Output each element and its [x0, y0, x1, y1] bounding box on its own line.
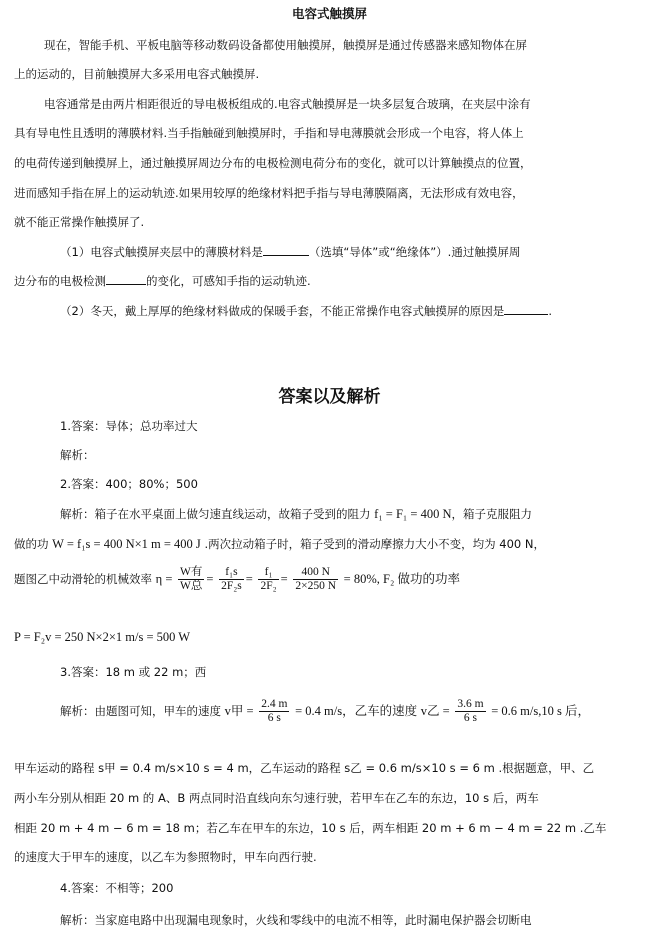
formula: v甲 =: [224, 704, 254, 718]
answer-2-explanation: [14, 536, 645, 552]
question-text: （1）电容式触摸屏夹层中的薄膜材料是: [60, 245, 263, 259]
explanation-text: 解析：箱子在水平桌面上做匀速直线运动，故箱子受到的阻力: [60, 507, 371, 521]
question-1-line: [60, 244, 645, 260]
explanation-text: ，箱子克服阻力: [451, 507, 532, 521]
answer-1-explanation: 解析：: [60, 448, 95, 462]
question-1-line: [14, 273, 645, 289]
fraction: $\frac{2.4 m}{6 s}$: [261, 698, 288, 724]
explanation-text: = 0.6 m/s,10 s 后，: [491, 704, 590, 718]
formula: v乙 =: [420, 704, 450, 718]
question-text: 的变化，可感知手指的运动轨迹.: [146, 274, 311, 288]
question-text: （2）冬天，戴上厚厚的绝缘材料做成的保暖手套，不能正常操作电容式触摸屏的原因是: [60, 304, 505, 318]
efficiency-equation: 题图乙中动滑轮的机械效率 η = $\frac{\text{W有}}{\text{W总}}$ = $\frac{\text{f₁s}}{\text{2F₂s}}$ = $\frac{\text{f₁}}{\text{2F₂}}$ = $\frac{400 N}{2\times 250 N}$ = 80%, F₂ 做功的功率: [14, 566, 460, 592]
fraction: $\frac{\text{f₁}}{\text{2F₂}}$: [260, 566, 277, 592]
explanation-text: .两次拉动箱子时，箱子受到的滑动摩擦力大小不变，均为 400 N，: [204, 537, 545, 551]
question-text: （选填“导体”或“绝缘体”）.通过触摸屏周: [308, 245, 521, 259]
answer-2: 2.答案：400；80%；500: [60, 477, 198, 491]
answer-3-explanation: 两小车分别从相距 20 m 的 A、B 两点同时沿直线向东匀速行驶，若甲车在乙车的东边，10 s 后，两车: [14, 791, 539, 805]
fraction: $\frac{400 N}{2\times 250 N}$: [295, 566, 337, 592]
paragraph-line: 电容通常是由两片相距很近的导电极板组成的.电容式触摸屏是一块多层复合玻璃，在夹层中涂有: [44, 97, 531, 111]
answers-heading: 答案以及解析: [278, 387, 381, 407]
paragraph-line: 上的运动的，目前触摸屏大多采用电容式触摸屏.: [14, 67, 260, 81]
answer-3-explanation: 的速度大于甲车的速度，以乙车为参照物时，甲车向西行驶.: [14, 850, 317, 864]
paragraph-line: 现在，智能手机、平板电脑等移动数码设备都使用触摸屏，触摸屏是通过传感器来感知物体在屏: [44, 38, 527, 52]
explanation-text: 题图乙中动滑轮的机械效率: [14, 572, 152, 586]
formula: W = f₁s = 400 N×1 m = 400 J: [52, 537, 201, 551]
fraction: $\frac{\text{W有}}{\text{W总}}$: [180, 566, 203, 592]
answer-3-explanation: 相距 20 m + 4 m − 6 m = 18 m；若乙车在甲车的东边，10 s 后，两车相距 20 m + 6 m − 4 m = 22 m .乙车: [14, 821, 607, 835]
article-title: 电容式触摸屏: [291, 6, 367, 21]
question-2-line: [60, 303, 645, 319]
paragraph-line: 的电荷传递到触摸屏上，通过触摸屏周边分布的电极检测电荷分布的变化，就可以计算触摸点的位置，: [14, 156, 532, 170]
paragraph-line: 就不能正常操作触摸屏了.: [14, 215, 145, 229]
power-formula: P = F₂v = 250 N×2×1 m/s = 500 W: [14, 630, 191, 644]
speed-equation: [60, 698, 645, 725]
answer-4: 4.答案：不相等；200: [60, 881, 174, 895]
explanation-text: 解析：由题图可知，甲车的速度: [60, 704, 221, 718]
answer-blank[interactable]: [106, 273, 146, 285]
paragraph-line: 具有导电性且透明的薄膜材料.当手指触碰到触摸屏时，手指和导电薄膜就会形成一个电容，将人体上: [14, 126, 524, 140]
formula: η =: [155, 572, 173, 586]
answer-blank[interactable]: [504, 303, 548, 315]
answer-4-explanation: 解析：当家庭电路中出现漏电现象时，火线和零线中的电流不相等，此时漏电保护器会切断电: [60, 913, 532, 927]
answer-2-explanation: [60, 506, 645, 522]
paragraph-line: 进而感知手指在屏上的运动轨迹.如果用较厚的绝缘材料把手指与导电薄膜隔离，无法形成有效电容，: [14, 186, 524, 200]
answer-3: 3.答案：18 m 或 22 m；西: [60, 665, 207, 679]
answer-1: 1.答案：导体；总功率过大: [60, 419, 198, 433]
answer-blank[interactable]: [263, 244, 309, 256]
question-text: 边分布的电极检测: [14, 274, 106, 288]
fraction: $\frac{\text{f₁s}}{\text{2F₂s}}$: [221, 566, 242, 592]
explanation-text: 做的功: [14, 537, 49, 551]
question-text: .: [548, 304, 552, 318]
answer-3-explanation: 甲车运动的路程 s甲 = 0.4 m/s×10 s = 4 m，乙车运动的路程 s乙 = 0.6 m/s×10 s = 6 m .根据题意，甲、乙: [14, 761, 595, 775]
explanation-text: = 0.4 m/s，乙车的速度: [295, 704, 418, 718]
explanation-text: = 80%, F₂ 做功的功率: [343, 572, 460, 586]
fraction: $\frac{3.6 m}{6 s}$: [457, 698, 484, 724]
formula: f₁ = F₁ = 400 N: [374, 507, 452, 521]
